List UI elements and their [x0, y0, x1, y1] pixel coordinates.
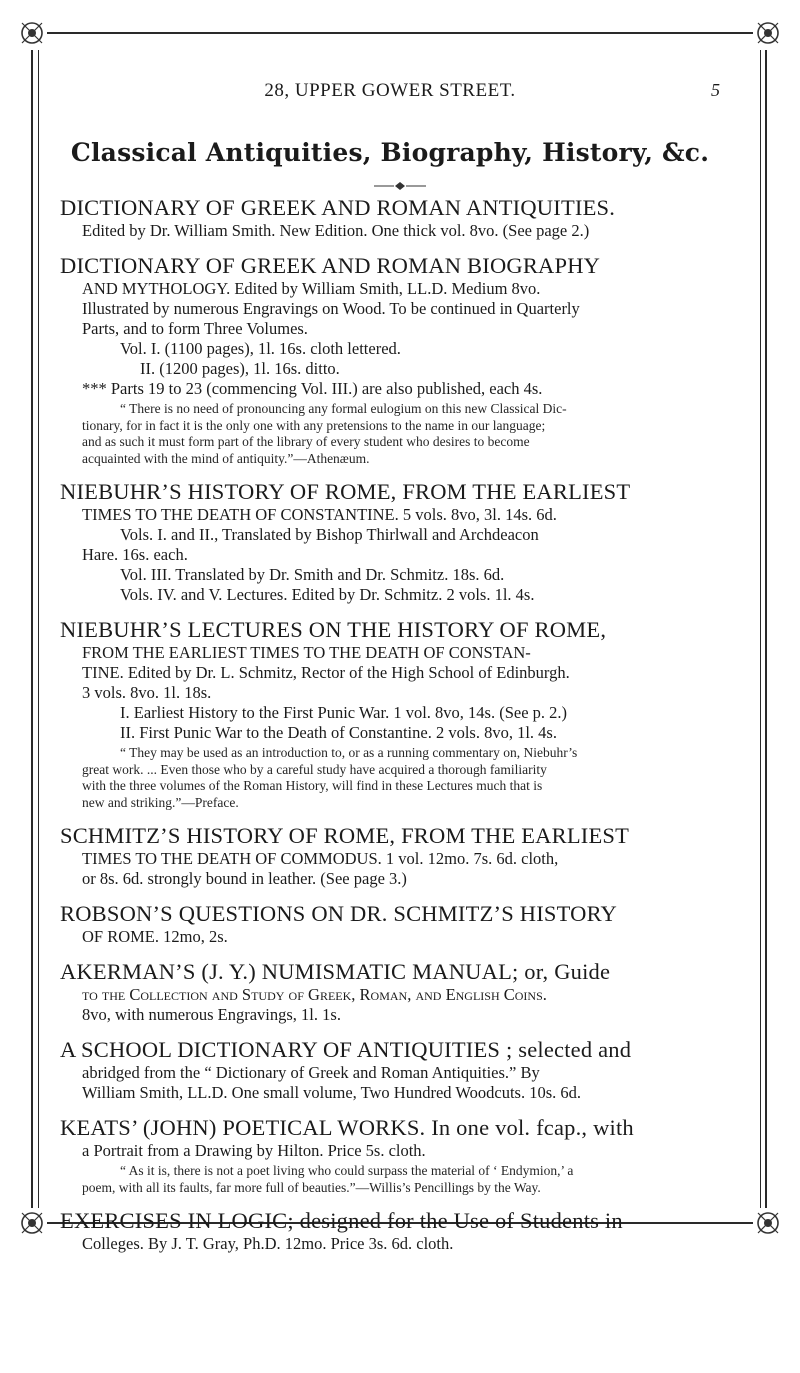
entry-line: Parts, and to form Three Volumes.	[82, 319, 308, 338]
review-quote: “ They may be used as an introduction to, or as a running commentary on, Niebuhr’s great work. ... Even those who by a careful study have acquired a thorough familiarity with the three volumes of the Roman History, will find in these Lectures much that is new and striking.”—Preface.	[82, 745, 578, 810]
entry-line: OF ROME. 12mo, 2s.	[82, 927, 228, 946]
entry-line: Vol. III. Translated by Dr. Smith and Dr. Schmitz. 18s. 6d.	[120, 565, 505, 584]
entry-heading: NIEBUHR’S LECTURES ON THE HISTORY OF ROME,	[60, 617, 607, 642]
running-head	[60, 80, 720, 106]
entry-line: a Portrait from a Drawing by Hilton. Price 5s. cloth.	[82, 1141, 426, 1160]
corner-ornament-icon	[17, 1208, 47, 1238]
entry-line: Colleges. By J. T. Gray, Ph.D. 12mo. Price 3s. 6d. cloth.	[82, 1234, 454, 1253]
list-item	[60, 1115, 726, 1196]
entry-heading: NIEBUHR’S HISTORY OF ROME, FROM THE EARLIEST	[60, 479, 631, 504]
corner-ornament-icon	[17, 18, 47, 48]
catalogue-list	[60, 195, 726, 1254]
entry-line: TINE. Edited by Dr. L. Schmitz, Rector of the High School of Edinburgh.	[82, 663, 570, 682]
top-border-rule	[47, 32, 753, 34]
entry-line: William Smith, LL.D. One small volume, Two Hundred Woodcuts. 10s. 6d.	[82, 1083, 581, 1102]
list-item	[60, 617, 726, 811]
left-inner-rule	[38, 50, 39, 1208]
entry-line: I. Earliest History to the First Punic War. 1 vol. 8vo, 14s. (See p. 2.)	[120, 703, 568, 722]
entry-line: FROM THE EARLIEST TIMES TO THE DEATH OF CONSTAN-	[82, 643, 531, 662]
entry-heading: EXERCISES IN LOGIC; designed for the Use of Students in	[60, 1208, 623, 1233]
entry-heading: KEATS’ (JOHN) POETICAL WORKS. In one vol. fcap., with	[60, 1115, 634, 1140]
diamond-divider-icon	[370, 181, 430, 191]
entry-line: to the Collection and Study of Greek, Roman, and English Coins.	[82, 985, 547, 1004]
entry-line: Illustrated by numerous Engravings on Wood. To be continued in Quarterly	[82, 299, 580, 318]
entry-heading: A SCHOOL DICTIONARY OF ANTIQUITIES ; selected and	[60, 1037, 632, 1062]
right-inner-rule	[760, 50, 761, 1208]
entry-line: Vol. I. (1100 pages), 1l. 16s. cloth lettered.	[120, 339, 401, 358]
entry-line: Edited by Dr. William Smith. New Edition. One thick vol. 8vo. (See page 2.)	[82, 221, 590, 240]
entry-heading: AKERMAN’S (J. Y.) NUMISMATIC MANUAL; or, Guide	[60, 959, 611, 984]
review-quote: “ There is no need of pronouncing any formal eulogium on this new Classical Dic- tionary, for in fact it is the only one with any pretensions to the name in our language; and as such it must form part of the library of every student who desires to become acquainted with the mind of antiquity.”—Athenæum.	[82, 401, 567, 466]
entry-line: II. (1200 pages), 1l. 16s. ditto.	[140, 359, 340, 378]
corner-ornament-icon	[753, 1208, 783, 1238]
right-border-rule	[765, 50, 767, 1208]
page-number: 5	[711, 80, 720, 100]
entry-line: Vols. I. and II., Translated by Bishop Thirlwall and Archdeacon	[120, 525, 539, 544]
list-item	[60, 959, 726, 1025]
entry-line: TIMES TO THE DEATH OF COMMODUS. 1 vol. 12mo. 7s. 6d. cloth,	[82, 849, 559, 868]
entry-line: 8vo, with numerous Engravings, 1l. 1s.	[82, 1005, 341, 1024]
entry-line: Hare. 16s. each.	[82, 545, 188, 564]
entry-line: or 8s. 6d. strongly bound in leather. (See page 3.)	[82, 869, 407, 888]
review-quote: “ As it is, there is not a poet living who could surpass the material of ‘ Endymion,’ a poem, with all its faults, far more full of beauties.”—Willis’s Pencillings by the Way.	[82, 1163, 574, 1195]
list-item	[60, 1037, 726, 1103]
left-border-rule	[31, 50, 33, 1208]
entry-line: *** Parts 19 to 23 (commencing Vol. III.) are also published, each 4s.	[82, 379, 543, 398]
list-item	[60, 823, 726, 889]
list-item	[60, 253, 726, 467]
entry-line: TIMES TO THE DEATH OF CONSTANTINE. 5 vols. 8vo, 3l. 14s. 6d.	[82, 505, 557, 524]
section-title: Classical Antiquities, Biography, History, &c.	[70, 138, 710, 167]
entry-heading: ROBSON’S QUESTIONS ON DR. SCHMITZ’S HISTORY	[60, 901, 618, 926]
list-item	[60, 901, 726, 947]
corner-ornament-icon	[753, 18, 783, 48]
entry-line: Vols. IV. and V. Lectures. Edited by Dr. Schmitz. 2 vols. 1l. 4s.	[120, 585, 535, 604]
list-item	[60, 1208, 726, 1254]
entry-line: II. First Punic War to the Death of Constantine. 2 vols. 8vo, 1l. 4s.	[120, 723, 557, 742]
entry-heading: DICTIONARY OF GREEK AND ROMAN ANTIQUITIES.	[60, 195, 616, 220]
running-head-title: 28, UPPER GOWER STREET.	[264, 80, 516, 101]
entry-line: AND MYTHOLOGY. Edited by William Smith, LL.D. Medium 8vo.	[82, 279, 541, 298]
list-item	[60, 479, 726, 605]
entry-heading: DICTIONARY OF GREEK AND ROMAN BIOGRAPHY	[60, 253, 601, 278]
entry-line: 3 vols. 8vo. 1l. 18s.	[82, 683, 212, 702]
list-item	[60, 195, 726, 241]
entry-line: abridged from the “ Dictionary of Greek and Roman Antiquities.” By	[82, 1063, 540, 1082]
entry-heading: SCHMITZ’S HISTORY OF ROME, FROM THE EARLIEST	[60, 823, 630, 848]
